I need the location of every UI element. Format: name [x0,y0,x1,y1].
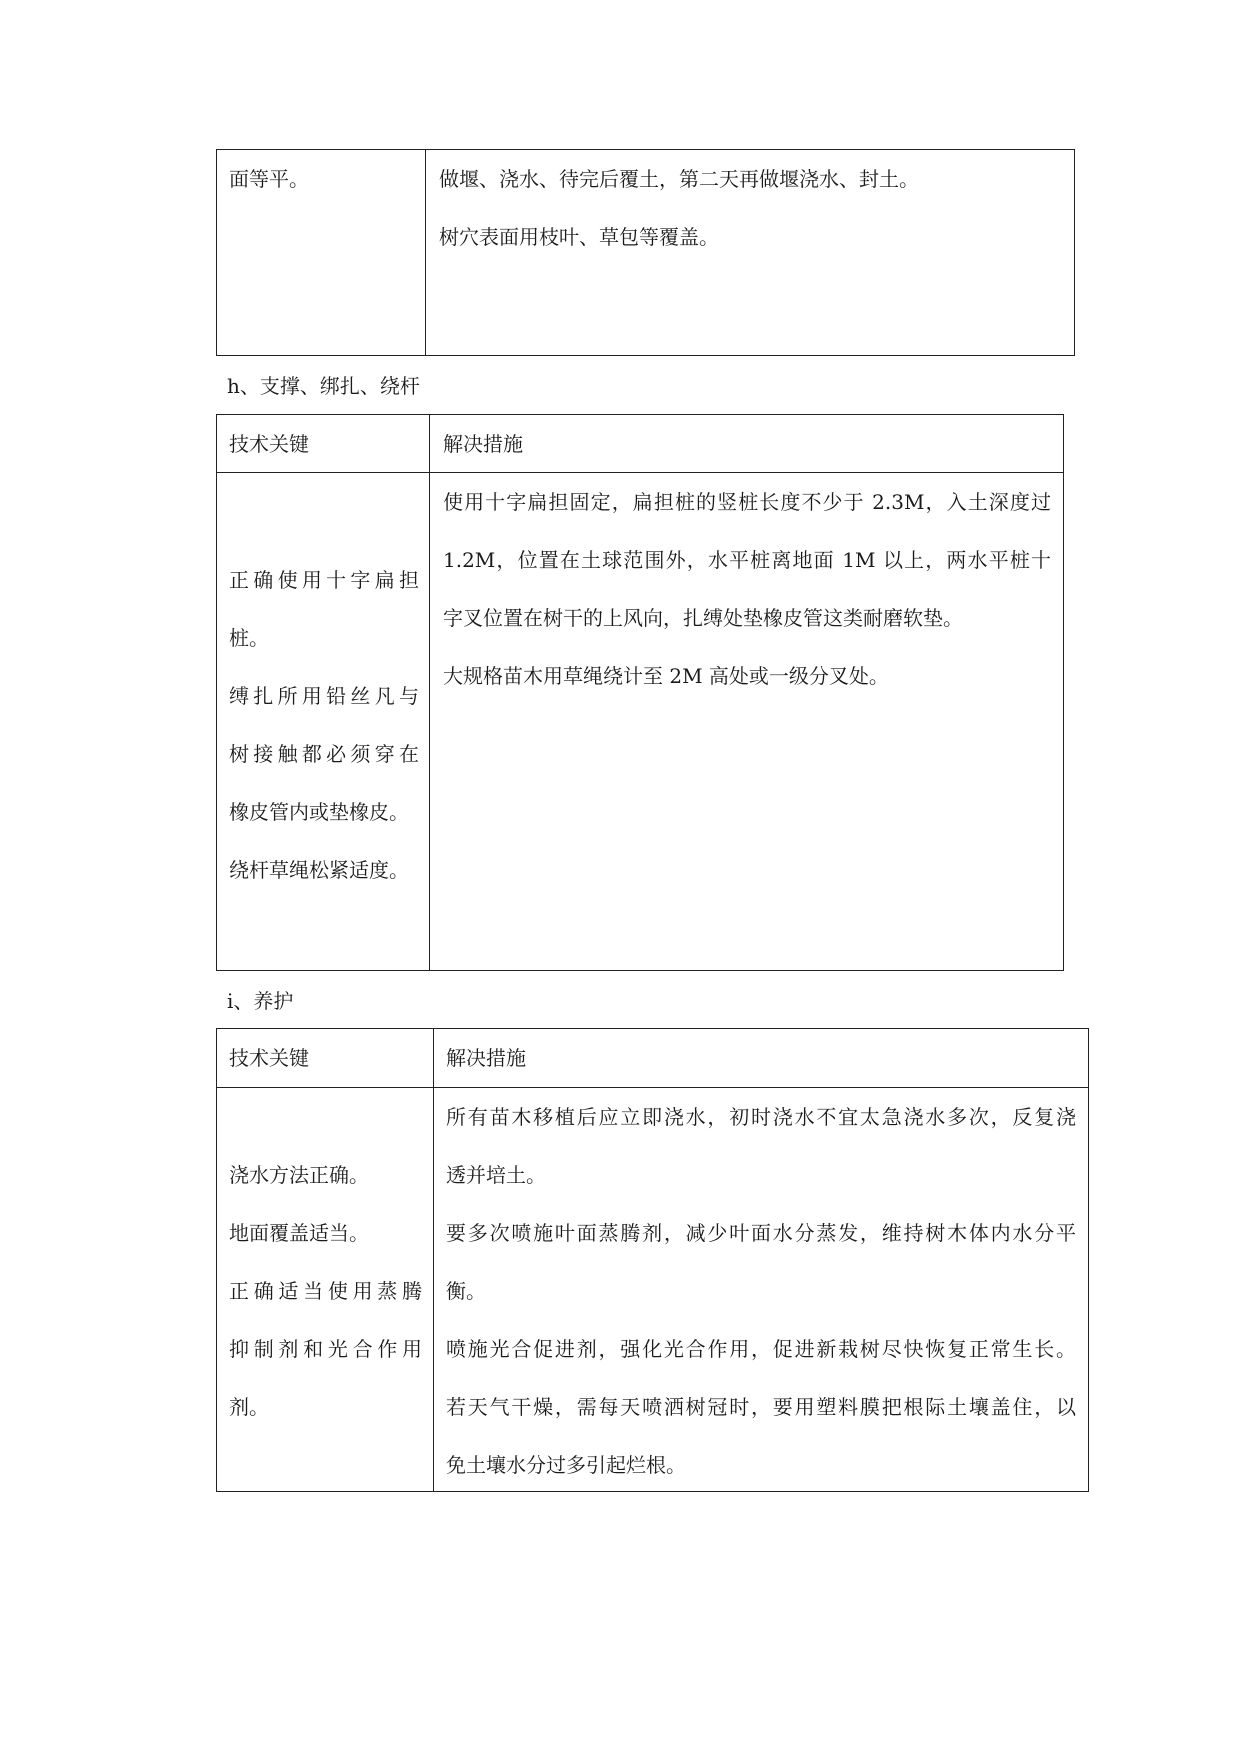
solution-line: 使用十字扁担固定，扁担桩的竖桩长度不少于 2.3M，入土深度过 [443,490,1051,514]
solution-line: 所有苗木移植后应立即浇水，初时浇水不宜太急浇水多次，反复浇 [446,1105,1076,1129]
table-g-key-line: 面等平。 [229,167,309,191]
solution-line: 若天气干燥，需每天喷洒树冠时，要用塑料膜把根际土壤盖住，以 [446,1395,1076,1419]
key-line: 桩。 [229,626,269,650]
key-line: 树接触都必须穿在 [229,742,419,766]
key-line: 绕杆草绳松紧适度。 [229,858,409,882]
column-divider [433,1029,434,1491]
solution-line: 要多次喷施叶面蒸腾剂，减少叶面水分蒸发，维持树木体内水分平 [446,1221,1076,1245]
key-line: 缚扎所用铅丝凡与 [229,684,419,708]
solution-line: 衡。 [446,1279,486,1303]
solution-line: 字叉位置在树干的上风向，扎缚处垫橡皮管这类耐磨软垫。 [443,606,963,630]
solution-line: 透并培土。 [446,1163,546,1187]
key-line: 正确使用十字扁担 [229,568,419,592]
column-divider [429,415,430,970]
key-line: 正确适当使用蒸腾 [229,1279,422,1303]
header-key: 技术关键 [229,432,309,456]
key-line: 橡皮管内或垫橡皮。 [229,800,409,824]
key-line: 剂。 [229,1395,269,1419]
column-divider [425,150,426,355]
section-heading-h: h、支撑、绑扎、绕杆 [227,374,420,398]
section-heading-i: i、养护 [227,989,294,1013]
key-line: 地面覆盖适当。 [229,1221,369,1245]
table-g-solution-line: 树穴表面用枝叶、草包等覆盖。 [439,225,719,249]
table-g-solution-line: 做堰、浇水、待完后覆土，第二天再做堰浇水、封土。 [439,167,919,191]
solution-line: 喷施光合促进剂，强化光合作用，促进新栽树尽快恢复正常生长。 [446,1337,1076,1361]
solution-line: 免土壤水分过多引起烂根。 [446,1453,686,1477]
header-solution: 解决措施 [443,432,523,456]
key-line: 浇水方法正确。 [229,1163,369,1187]
solution-line: 大规格苗木用草绳绕计至 2M 高处或一级分叉处。 [443,664,889,688]
header-key: 技术关键 [229,1046,309,1070]
header-solution: 解决措施 [446,1046,526,1070]
key-line: 抑制剂和光合作用 [229,1337,422,1361]
solution-line: 1.2M，位置在土球范围外，水平桩离地面 1M 以上，两水平桩十 [443,548,1051,572]
